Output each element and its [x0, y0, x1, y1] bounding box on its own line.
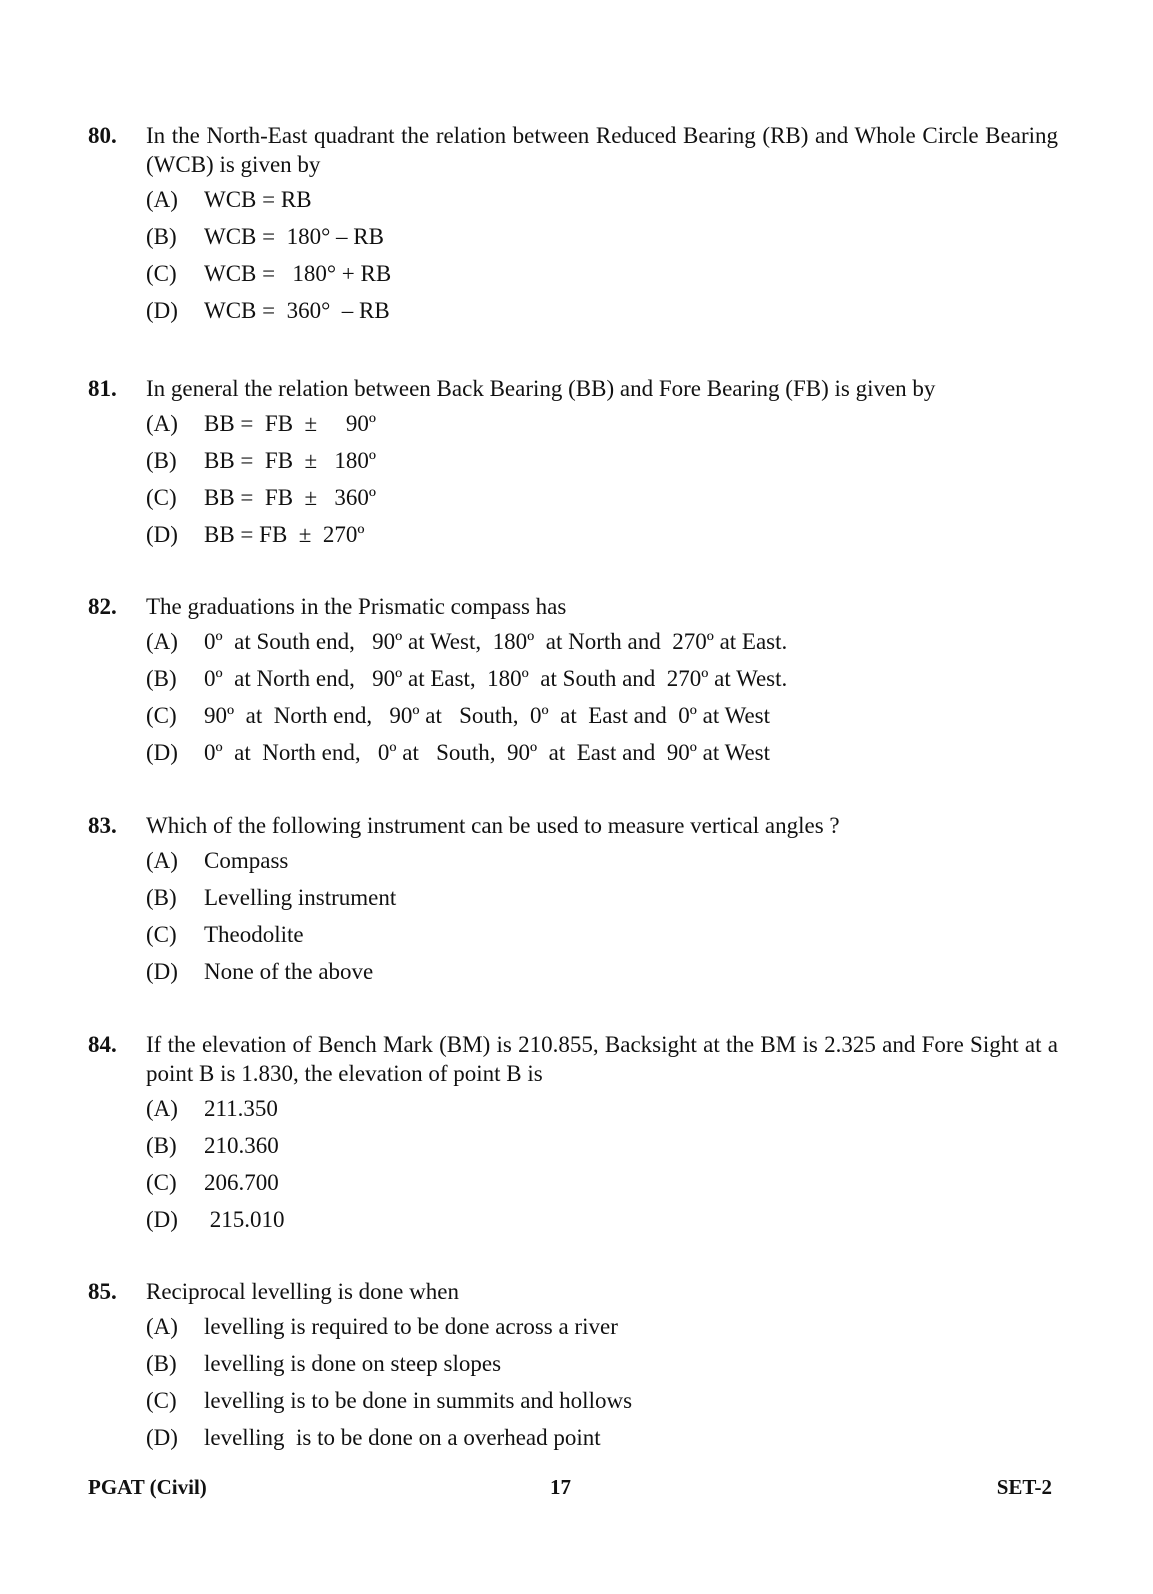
option-text: Levelling instrument [204, 885, 397, 910]
option-label: (A) [146, 411, 178, 436]
option-label: (C) [146, 485, 177, 510]
option-label: (B) [146, 224, 177, 249]
question-number: 82. [88, 594, 117, 619]
option-a [146, 1094, 1058, 1123]
option-label: (D) [146, 1425, 178, 1450]
option-label: (B) [146, 885, 177, 910]
options-list [146, 185, 1058, 325]
option-text: Theodolite [204, 922, 304, 947]
option-text: 0º at South end, 90º at West, 180º at North and 270º at East. [204, 629, 788, 654]
option-text: 215.010 [204, 1207, 285, 1232]
option-text: 206.700 [204, 1170, 279, 1195]
option-text: WCB = RB [204, 187, 312, 212]
option-a [146, 185, 1058, 214]
page-footer [88, 1473, 1052, 1501]
option-label: (D) [146, 1207, 178, 1232]
option-label: (D) [146, 522, 178, 547]
option-c [146, 920, 1058, 949]
option-label: (D) [146, 740, 178, 765]
question-80 [88, 121, 1058, 333]
option-label: (C) [146, 703, 177, 728]
option-label: (C) [146, 1388, 177, 1413]
option-b [146, 1349, 1058, 1378]
option-text: 90º at North end, 90º at South, 0º at East and 0º at West [204, 703, 771, 728]
option-b [146, 222, 1058, 251]
option-label: (A) [146, 187, 178, 212]
question-number: 85. [88, 1279, 117, 1304]
option-label: (D) [146, 959, 178, 984]
option-label: (C) [146, 261, 177, 286]
page-number: 17 [550, 1475, 571, 1499]
question-81 [88, 374, 1058, 557]
option-d [146, 1423, 1058, 1452]
option-text: 210.360 [204, 1133, 279, 1158]
option-c [146, 483, 1058, 512]
question-text: Which of the following instrument can be used to measure vertical angles ? [146, 813, 840, 838]
option-text: WCB = 360° – RB [204, 298, 390, 323]
question-number: 81. [88, 376, 117, 401]
option-text: WCB = 180° – RB [204, 224, 384, 249]
options-list [146, 409, 1058, 549]
question-text: In general the relation between Back Bearing (BB) and Fore Bearing (FB) is given by [146, 376, 936, 401]
option-b [146, 446, 1058, 475]
question-number: 83. [88, 813, 117, 838]
option-text: BB = FB ± 270º [204, 522, 365, 547]
option-d [146, 296, 1058, 325]
options-list [146, 1312, 1058, 1452]
option-a [146, 409, 1058, 438]
exam-title: PGAT (Civil) [88, 1475, 207, 1499]
option-label: (C) [146, 922, 177, 947]
option-text: 0º at North end, 90º at East, 180º at South and 270º at West. [204, 666, 788, 691]
option-text: Compass [204, 848, 289, 873]
option-label: (A) [146, 848, 178, 873]
option-c [146, 259, 1058, 288]
option-text: BB = FB ± 90º [204, 411, 377, 436]
options-list [146, 1094, 1058, 1234]
option-label: (B) [146, 1133, 177, 1158]
option-label: (A) [146, 1096, 178, 1121]
option-text: WCB = 180° + RB [204, 261, 392, 286]
option-text: 0º at North end, 0º at South, 90º at East and 90º at West [204, 740, 771, 765]
option-c [146, 1386, 1058, 1415]
question-text: In the North-East quadrant the relation between Reduced Bearing (RB) and Whole Circle Bearing (WCB) is given by [146, 123, 1058, 177]
option-c [146, 1168, 1058, 1197]
option-label: (D) [146, 298, 178, 323]
question-text: If the elevation of Bench Mark (BM) is 210.855, Backsight at the BM is 2.325 and Fore Sight at a point B is 1.830, the elevation of point B is [146, 1032, 1058, 1086]
option-text: levelling is required to be done across a river [204, 1314, 618, 1339]
question-83 [88, 811, 1058, 994]
set-code: SET-2 [996, 1475, 1052, 1499]
option-d [146, 1205, 1058, 1234]
option-text: levelling is to be done in summits and hollows [204, 1388, 633, 1413]
option-d [146, 738, 1058, 767]
option-b [146, 1131, 1058, 1160]
options-list [146, 627, 1058, 767]
options-list [146, 846, 1058, 986]
option-label: (B) [146, 1351, 177, 1376]
option-d [146, 957, 1058, 986]
option-label: (A) [146, 629, 178, 654]
option-text: 211.350 [204, 1096, 278, 1121]
option-a [146, 627, 1058, 656]
option-text: levelling is done on steep slopes [204, 1351, 502, 1376]
option-c [146, 701, 1058, 730]
option-a [146, 846, 1058, 875]
option-text: BB = FB ± 360º [204, 485, 377, 510]
question-85 [88, 1277, 1058, 1460]
question-text: The graduations in the Prismatic compass has [146, 594, 567, 619]
option-text: levelling is to be done on a overhead point [204, 1425, 601, 1450]
option-text: BB = FB ± 180º [204, 448, 377, 473]
question-number: 80. [88, 123, 117, 148]
option-label: (C) [146, 1170, 177, 1195]
option-text: None of the above [204, 959, 374, 984]
option-label: (A) [146, 1314, 178, 1339]
option-b [146, 883, 1058, 912]
question-82 [88, 592, 1058, 775]
option-d [146, 520, 1058, 549]
option-label: (B) [146, 666, 177, 691]
question-number: 84. [88, 1032, 117, 1057]
option-a [146, 1312, 1058, 1341]
option-b [146, 664, 1058, 693]
question-84 [88, 1030, 1058, 1242]
question-text: Reciprocal levelling is done when [146, 1279, 459, 1304]
option-label: (B) [146, 448, 177, 473]
